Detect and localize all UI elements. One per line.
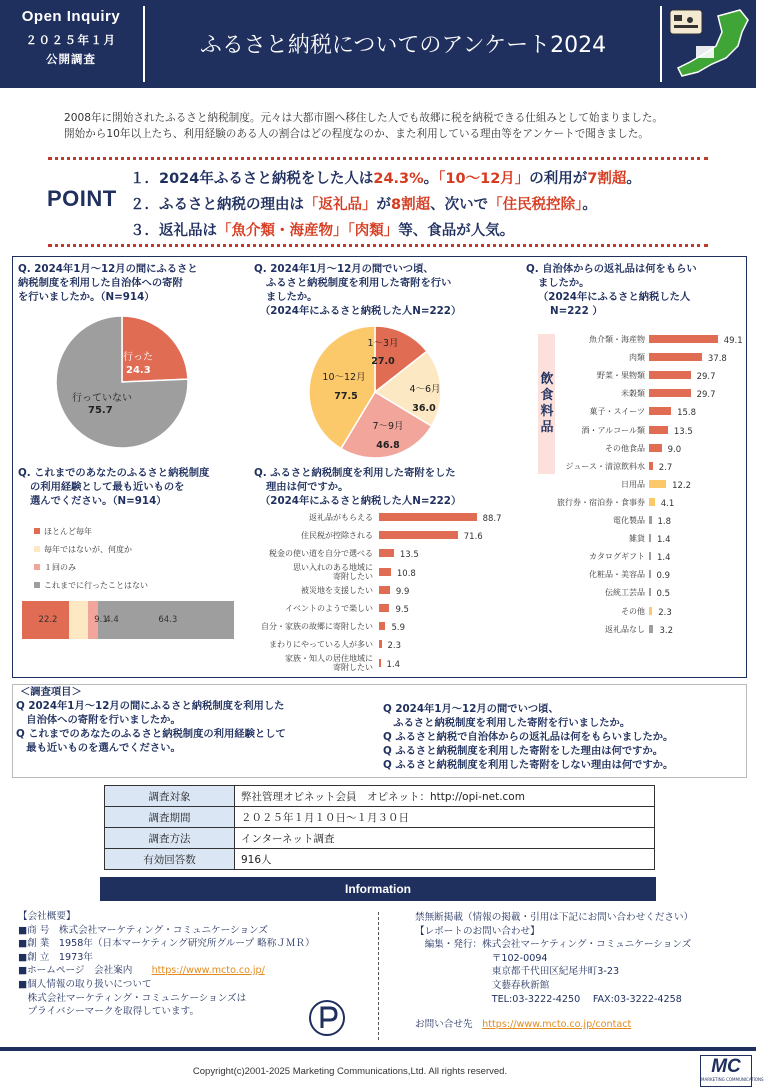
publish-date: ２０２５年１月 (25, 33, 117, 47)
table-key: 調査期間 (105, 807, 235, 828)
point-3-text-a: 返礼品は (159, 223, 217, 239)
table-row (105, 828, 655, 849)
legend-swatch (34, 582, 40, 588)
gift-category-label: 米穀類 (621, 389, 645, 399)
reason-label-line: イベントのようで楽しい (285, 604, 373, 613)
survey-item-right: Q ふるさと納税制度を利用した寄附をしない理由は何ですか。 (383, 759, 674, 771)
survey-item-left: Q 2024年1月～12月の間にふるさと納税制度を利用した (16, 700, 285, 712)
privacy-mark-icon (302, 996, 352, 1040)
point-3 (130, 219, 514, 240)
reason-value-label: 9.5 (395, 605, 409, 615)
reason-value-label: 10.8 (396, 568, 416, 579)
point-3-text-c: 等、食品が人気。 (398, 223, 515, 239)
point-1-text-e: の利用が (529, 171, 588, 187)
point-1-highlight-c: 7割超 (587, 171, 627, 187)
info-divider (378, 912, 379, 1040)
stack-value-label: 4.4 (105, 615, 119, 625)
point-2-highlight-a: 「返礼品」 (304, 197, 377, 213)
header-divider-right (660, 6, 662, 82)
experience-legend (34, 522, 234, 594)
reason-bar (379, 586, 390, 594)
survey-info-table (104, 785, 655, 870)
table-value: 916人 (235, 849, 655, 870)
q5-line-1: Q. ふるさと納税制度を利用した寄附をした (254, 467, 456, 479)
reason-bar (379, 568, 391, 576)
reason-category-label (256, 549, 373, 558)
q4-line-1: Q. これまでのあなたのふるさと納税制度 (18, 467, 210, 479)
point-2-text-e: 、次いで (430, 197, 489, 213)
point-2-text-a: ふるさと納税の理由は (159, 197, 304, 213)
stack-segment (69, 601, 88, 639)
gift-category-label: カタログギフト (589, 552, 645, 562)
logo-subtext: MARKETING COMMUNICATIONS (701, 1077, 764, 1082)
point-2 (130, 193, 597, 214)
legend-swatch (34, 528, 40, 534)
reasons-bar-chart (256, 512, 526, 677)
survey-item-left: 最も近いものを選んでください。 (16, 742, 181, 754)
q5-question (254, 466, 524, 508)
point-2-num: ２． (130, 197, 159, 213)
gift-value-label: 2.7 (658, 462, 673, 473)
contact-line: 東京都千代田区紀尾井町3-23 (415, 966, 620, 978)
q5-line-2: 理由は何ですか。 (266, 481, 349, 493)
gift-category-label: 伝統工芸品 (605, 588, 645, 598)
reason-label-line: 思い入れのある地域に (293, 562, 373, 572)
experience-stacked-bar (22, 601, 234, 639)
q4-question (18, 466, 258, 508)
legend-label: ほとんど毎年 (44, 526, 92, 536)
point-1-text-c: 。 (423, 171, 439, 187)
intro-text (64, 110, 744, 142)
gift-bar (649, 570, 651, 578)
gift-bar (649, 426, 668, 434)
pie1-value-yes: 24.3 (126, 365, 151, 376)
gift-value-label: 4.1 (660, 498, 675, 509)
survey-item-right: Q ふるさと納税で自治体からの返礼品は何をもらいましたか。 (383, 731, 674, 743)
survey-item-right: ふるさと納税制度を利用した寄附を行いましたか。 (383, 717, 631, 729)
point-2-highlight-c: 「住民税控除」 (488, 197, 583, 213)
gift-value-label: 0.5 (656, 589, 671, 600)
company-line: ■創 立 1973年 (18, 951, 93, 963)
homepage-link[interactable]: https://www.mcto.co.jp/ (151, 965, 265, 977)
survey-item-right: Q 2024年1月～12月の間でいつ頃、 (383, 703, 559, 715)
q5-line-3: （2024年にふるさと納税した人N=222） (260, 495, 462, 507)
legend-label: １回のみ (44, 562, 76, 572)
company-heading: 【会社概要】 (18, 911, 76, 922)
gift-category-label: 返礼品なし (605, 624, 645, 634)
point-1-text-a: 2024年ふるさと納税をした人は (159, 171, 374, 187)
gift-value-label: 1.4 (656, 553, 671, 564)
reason-bar (379, 531, 458, 539)
gift-value-label: 49.1 (723, 336, 743, 346)
pie2-label-q2: 4～6月 (409, 384, 441, 395)
point-3-highlight-a: 「魚介類・海産物」「肉類」 (217, 223, 399, 239)
table-key: 調査方法 (105, 828, 235, 849)
page-title: ふるさと納税についてのアンケート2024 (199, 33, 607, 58)
survey-item-left: 自治体への寄附を行いましたか。 (16, 714, 181, 726)
q2-line-2: ふるさと納税制度を利用した寄附を行い (266, 277, 452, 289)
point-2-highlight-b: 8割超 (391, 197, 431, 213)
reason-bar (379, 513, 477, 521)
footer-rule (0, 1047, 756, 1051)
point-1-text-g: 。 (626, 171, 641, 187)
reason-value-label: 1.4 (386, 659, 401, 670)
reason-label-line: まわりにやっている人が多い (269, 640, 373, 650)
gifts-bar-chart (555, 334, 750, 644)
legend-item (34, 540, 234, 558)
dotted-divider-top (48, 157, 708, 160)
q3-line-1: Q. 自治体からの返礼品は何をもらい (526, 263, 697, 275)
gift-category-label: 菓子・スイーツ (589, 407, 645, 417)
pie2-label-q1: 1～3月 (367, 338, 399, 349)
contact-line: 禁無断掲載（情報の掲載・引用は下記にお問い合わせください） (415, 912, 694, 923)
gift-value-label: 15.8 (677, 408, 697, 419)
legend-item (34, 558, 234, 576)
reason-category-label (256, 586, 373, 595)
table-value: インターネット調査 (235, 828, 655, 849)
point-2-text-g: 。 (582, 197, 597, 213)
gift-category-label: 旅行券・宿泊券・食事券 (557, 497, 645, 507)
table-value: ２０２５年１月１０日～１月３０日 (235, 807, 655, 828)
reason-category-label (256, 654, 373, 672)
table-key: 有効回答数 (105, 849, 235, 870)
pie2-value-q2: 36.0 (412, 403, 436, 414)
pie2-label-q4: 10～12月 (322, 372, 366, 383)
company-logo (700, 1055, 764, 1087)
reason-value-label: 2.3 (387, 641, 402, 652)
point-1-highlight-a: 24.3% (373, 171, 424, 187)
pie2-value-q4: 77.5 (334, 391, 358, 402)
reason-label-line: 家族・知人の居住地域に (285, 653, 373, 663)
pie-chart-timing (300, 322, 450, 462)
gift-category-label: その他食品 (605, 443, 645, 453)
gift-bar (649, 335, 718, 343)
reason-label-line: 自分・家族の故郷に寄附したい (261, 622, 373, 632)
reason-bar (379, 622, 385, 630)
table-row (105, 849, 655, 870)
header-left-block (0, 0, 142, 88)
reason-label-line: 税金の使い道を自分で選べる (269, 549, 373, 559)
gift-bar (649, 480, 666, 488)
stack-value-label: 22.2 (38, 615, 58, 625)
information-bar: Information (100, 877, 656, 901)
reason-value-label: 5.9 (391, 623, 406, 634)
pie2-label-q3: 7～9月 (372, 421, 404, 432)
intro-line-1: 2008年に開始されたふるさと納税制度。元々は大都市圏へ移住した人でも故郷に税を納税できる仕組みとして始まりました。 (64, 112, 664, 124)
contact-line: TEL:03-3222-4250 FAX:03-3222-4258 (415, 993, 682, 1005)
gift-bar (649, 353, 702, 361)
pie1-label-yes: 行った (123, 352, 153, 363)
gift-bar (649, 534, 651, 542)
reason-category-label (256, 531, 373, 540)
gift-value-label: 0.9 (656, 571, 671, 582)
company-line: プライバシーマークを取得しています。 (18, 1006, 200, 1018)
table-key: 調査対象 (105, 786, 235, 807)
reason-label-line: 住民税が控除される (301, 531, 373, 541)
sign-board-shape (670, 10, 702, 34)
q2-line-4: （2024年にふるさと納税した人N=222） (260, 305, 462, 317)
gift-bar (649, 407, 671, 415)
gift-bar (649, 389, 691, 397)
company-line: ■商 号 株式会社マーケティング・コミュニケーションズ (18, 924, 268, 936)
gift-bar (649, 625, 653, 633)
company-line: ■創 業 1958年（日本マーケティング研究所グループ 略称ＪＭＲ） (18, 938, 315, 950)
reason-label-line: 被災地を支援したい (301, 585, 373, 595)
legend-item (34, 522, 234, 540)
gift-category-label: 化粧品・美容品 (589, 570, 645, 580)
gift-category-label: 雑貨 (629, 534, 645, 544)
gift-bar (649, 498, 655, 506)
q1-line-1: Q. 2024年1月～12月の間にふるさと (18, 263, 198, 275)
gift-category-label: 野菜・果物類 (597, 371, 645, 381)
gift-value-label: 29.7 (696, 390, 716, 401)
point-3-num: ３． (130, 223, 159, 239)
company-line: 株式会社マーケティング・コミュニケーションズは (18, 992, 247, 1004)
header-divider-left (143, 6, 145, 82)
point-1-highlight-b: 「10～12月」 (438, 171, 530, 187)
gift-category-label: 肉類 (629, 353, 645, 363)
inquiry-link[interactable]: https://www.mcto.co.jp/contact (482, 1019, 632, 1031)
table-row (105, 807, 655, 828)
reason-label-line: 返礼品がもらえる (309, 513, 373, 522)
pie2-value-q3: 46.8 (376, 440, 400, 451)
point-1-num: １． (130, 171, 159, 187)
q1-line-3: を行いましたか。（N=914） (18, 291, 155, 303)
contact-info (415, 911, 750, 1032)
gift-category-label: 酒・アルコール類 (581, 425, 645, 435)
reason-label-line: 寄附したい (333, 662, 373, 672)
pie-usage-slices (56, 316, 188, 448)
gift-value-label: 13.5 (673, 426, 693, 437)
stack-value-label: 64.3 (158, 615, 178, 625)
q3-question (526, 262, 744, 318)
q4-line-3: 選んでください。（N=914） (30, 495, 167, 507)
gift-bar (649, 607, 652, 615)
dotted-divider-bottom (48, 244, 708, 247)
gift-value-label: 1.4 (656, 535, 671, 546)
contact-line: 編集・発行：株式会社マーケティング・コミュニケーションズ (415, 939, 692, 951)
reason-value-label: 13.5 (399, 550, 419, 561)
open-inquiry-label: Open Inquiry (21, 8, 121, 25)
reason-value-label: 9.9 (395, 586, 410, 597)
pie1-label-no: 行っていない (72, 393, 132, 404)
reason-value-label: 88.7 (482, 514, 502, 524)
reason-category-label (256, 604, 373, 613)
q2-line-3: ましたか。 (266, 291, 318, 303)
pie-chart-usage (50, 312, 200, 456)
gift-category-label: 電化製品 (613, 516, 645, 525)
food-group-label: 飲食料品 (540, 372, 554, 435)
reason-category-label (256, 513, 373, 522)
point-1 (130, 167, 641, 188)
stack-value-label: 9.1 (94, 615, 108, 625)
reason-bar (379, 659, 381, 667)
gift-value-label: 2.3 (658, 607, 672, 618)
reason-bar (379, 549, 394, 557)
q3-line-2: ましたか。 (538, 277, 590, 289)
gift-bar (649, 516, 652, 524)
legend-swatch (34, 564, 40, 570)
reason-bar (379, 640, 382, 648)
copyright-text: Copyright(c)2001-2025 Marketing Communications,Ltd. All rights reserved. (192, 1066, 508, 1077)
intro-line-2: 開始から10年以上たち、利用経験のある人の割合はどの程度なのか、また利用している理由等をアンケートで聞きました。 (64, 128, 649, 140)
gift-value-label: 37.8 (707, 354, 727, 365)
q2-line-1: Q. 2024年1月～12月の間でいつ頃、 (254, 263, 434, 275)
reason-category-label (256, 563, 373, 581)
survey-item-right: Q ふるさと納税制度を利用した寄附をした理由は何ですか。 (383, 745, 664, 757)
homepage-line (18, 964, 368, 978)
contact-line: 文藝春秋新館 (415, 979, 550, 991)
point-label: POINT (47, 186, 117, 211)
homepage-label: ■ホームページ 会社案内 (18, 965, 133, 977)
contact-line: 【レポートのお問い合わせ】 (415, 925, 540, 937)
survey-item-left: Q これまでのあなたのふるさと納税制度の利用経験として (16, 728, 286, 740)
reason-category-label (256, 622, 373, 631)
gift-bar (649, 371, 691, 379)
q1-line-2: 納税制度を利用した自治体への寄附 (18, 277, 183, 289)
inquiry-label: お問い合せ先 (415, 1019, 473, 1031)
japan-map-icon (668, 6, 750, 82)
gift-category-label: その他 (621, 606, 645, 616)
q1-question (18, 262, 248, 304)
gift-value-label: 29.7 (696, 372, 716, 383)
contact-line: 〒102-0094 (415, 952, 548, 964)
legend-label: 毎年ではないが、何度か (44, 544, 132, 554)
pie2-value-q1: 27.0 (371, 356, 395, 367)
gift-value-label: 12.2 (672, 480, 692, 491)
gift-bar (649, 588, 651, 596)
gift-value-label: 3.2 (659, 625, 673, 636)
gift-value-label: 9.0 (667, 444, 682, 455)
q4-line-2: の利用経験として最も近いものを (30, 481, 185, 493)
q3-line-3: （2024年にふるさと納税した人 (538, 291, 691, 303)
publish-label: 公開調査 (46, 52, 96, 66)
gift-value-label: 1.8 (657, 517, 672, 527)
q3-line-4: N=222 ） (550, 305, 603, 317)
gift-bar (649, 462, 653, 470)
pie1-value-no: 75.7 (88, 405, 113, 416)
gift-category-label: 魚介類・海産物 (589, 335, 645, 344)
legend-item (34, 576, 234, 594)
table-value: 弊社管理オピネット会員 オピネット：http://opi-net.com (235, 786, 655, 807)
gift-bar (649, 552, 651, 560)
inquiry-line (415, 1018, 750, 1032)
legend-swatch (34, 546, 40, 552)
reason-bar (379, 604, 389, 612)
gift-category-label: ジュース・清涼飲料水 (565, 461, 645, 471)
reason-category-label (256, 640, 373, 649)
gift-bar (649, 444, 662, 452)
company-line: ■個人情報の取り扱いについて (18, 978, 152, 990)
table-row (105, 786, 655, 807)
survey-items-title: ＜調査項目＞ (20, 686, 82, 698)
reason-label-line: 寄附したい (333, 571, 373, 581)
gift-category-label: 日用品 (621, 479, 645, 489)
q2-question (254, 262, 504, 318)
reason-value-label: 71.6 (463, 532, 483, 543)
point-2-text-c: が (376, 197, 391, 213)
logo-text: MC (711, 1056, 741, 1077)
legend-label: これまでに行ったことはない (44, 580, 148, 590)
